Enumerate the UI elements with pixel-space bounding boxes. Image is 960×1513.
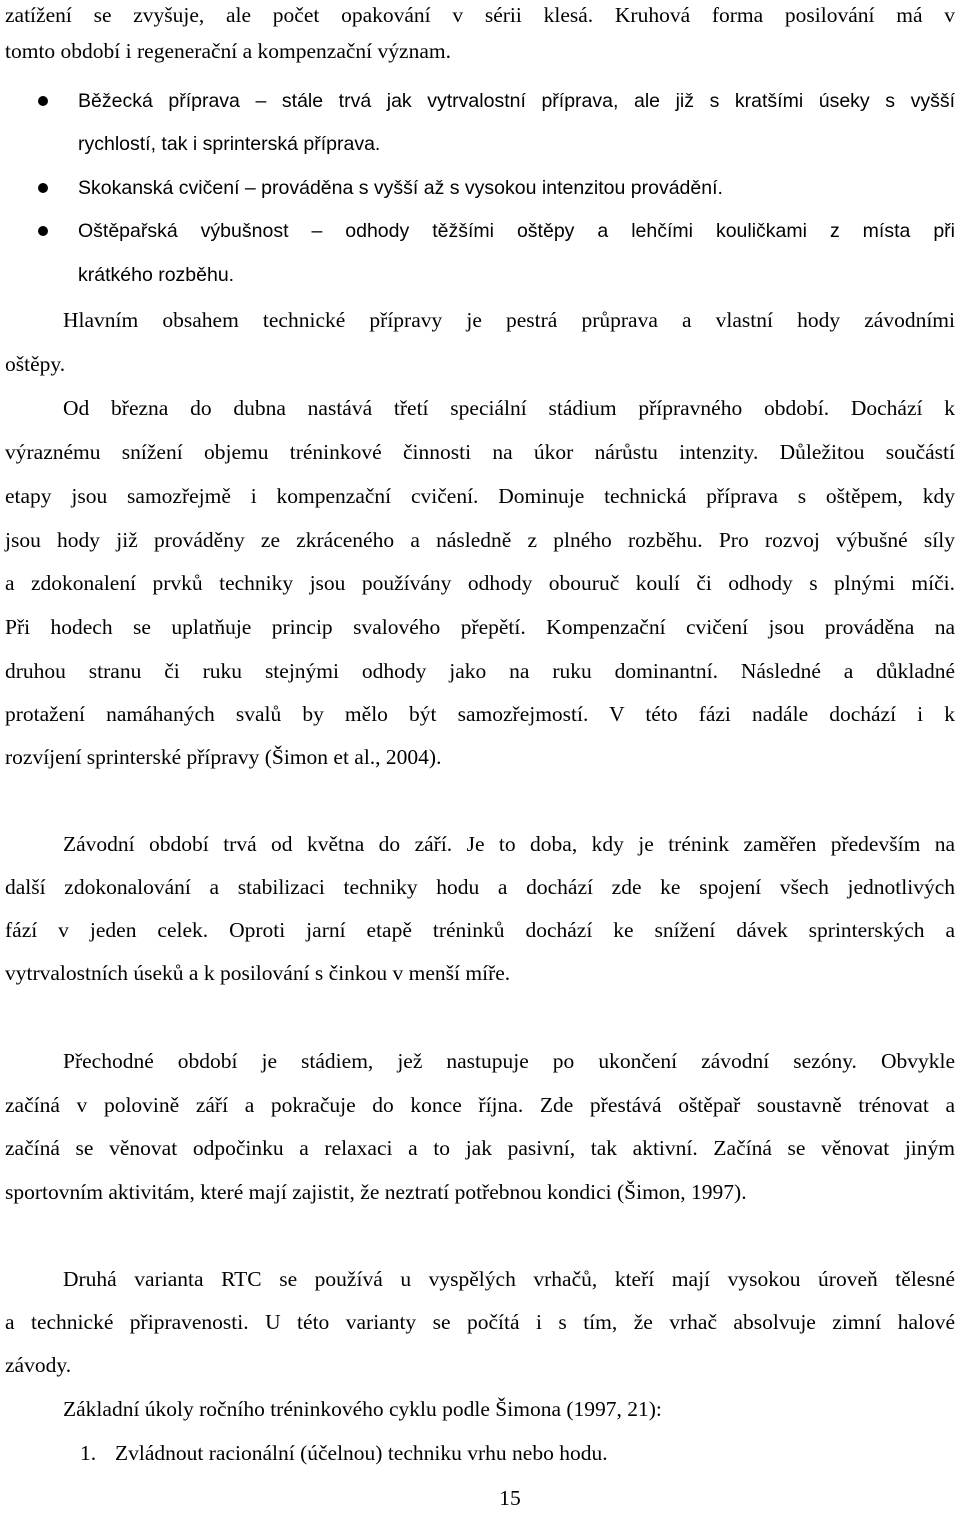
text-line: protažení namáhaných svalů by mělo být samozřejmostí. V této fázi nadále dochází i k <box>5 702 955 726</box>
text-line: Základní úkoly ročního tréninkového cyklu podle Šimona (1997, 21): <box>63 1397 662 1421</box>
bullet-icon <box>38 226 48 236</box>
page-number: 15 <box>499 1486 521 1510</box>
text-line: závody. <box>5 1353 72 1377</box>
text-line: druhou stranu či ruku stejnými odhody jako na ruku dominantní. Následné a důkladné <box>5 659 955 683</box>
text-line: a technické připravenosti. U této varianty se počítá i s tím, že vrhač absolvuje zimní halové <box>5 1310 955 1334</box>
text-line: začíná se věnovat odpočinku a relaxaci a to jak pasivní, tak aktivní. Začíná se věnovat jiným <box>5 1136 955 1160</box>
text-line: Od března do dubna nastává třetí speciální stádium přípravného období. Dochází k <box>63 396 955 420</box>
bullet-text-line: Oštěpařská výbušnost – odhody těžšími oštěpy a lehčími kouličkami z místa při <box>78 220 955 242</box>
text-line: Druhá varianta RTC se používá u vyspělých vrhačů, kteří mají vysokou úroveň tělesné <box>63 1267 955 1291</box>
text-line: a zdokonalení prvků techniky jsou používány odhody obouruč koulí či odhody s plnými míči. <box>5 571 955 595</box>
text-line: další zdokonalování a stabilizaci techniky hodu a dochází zde ke spojení všech jednotlivých <box>5 875 955 899</box>
bullet-icon <box>38 183 48 193</box>
text-line: oštěpy. <box>5 352 66 376</box>
text-line: Při hodech se uplatňuje princip svalového přepětí. Kompenzační cvičení jsou prováděna na <box>5 615 955 639</box>
text-line: sportovním aktivitám, které mají zajistit, že neztratí potřebnou kondici (Šimon, 1997). <box>5 1180 747 1204</box>
bullet-text-line: Skokanská cvičení – prováděna s vyšší až s vysokou intenzitou provádění. <box>78 177 723 199</box>
text-line: jsou hody již prováděny ze zkráceného a následně z plného rozběhu. Pro rozvoj výbušné síly <box>5 528 955 552</box>
list-number: 1. <box>80 1441 97 1465</box>
text-line: Hlavním obsahem technické přípravy je pestrá průprava a vlastní hody závodními <box>63 308 955 332</box>
text-line: Přechodné období je stádiem, jež nastupuje po ukončení závodní sezóny. Obvykle <box>63 1049 955 1073</box>
text-line: fází v jeden celek. Oproti jarní etapě tréninků dochází ke snížení dávek sprinterských a <box>5 918 955 942</box>
text-line: rozvíjení sprinterské přípravy (Šimon et al., 2004). <box>5 745 442 769</box>
text-line: zatížení se zvyšuje, ale počet opakování v sérii klesá. Kruhová forma posilování má v <box>5 3 955 27</box>
bullet-text-line: krátkého rozběhu. <box>78 264 235 286</box>
text-line: tomto období i regenerační a kompenzační význam. <box>5 39 451 63</box>
text-line: výraznému snížení objemu tréninkové činnosti na úkor nárůstu intenzity. Důležitou součástí <box>5 440 955 464</box>
text-line: Závodní období trvá od května do září. Je to doba, kdy je trénink zaměřen především na <box>63 832 955 856</box>
bullet-text-line: Běžecká příprava – stále trvá jak vytrvalostní příprava, ale již s kratšími úseky s vyšší <box>78 90 955 112</box>
text-line: začíná v polovině září a pokračuje do konce října. Zde přestává oštěpař soustavně trénovat a <box>5 1093 955 1117</box>
list-item-text: Zvládnout racionální (účelnou) techniku vrhu nebo hodu. <box>115 1441 608 1465</box>
bullet-text-line: rychlostí, tak i sprinterská příprava. <box>78 133 381 155</box>
text-line: etapy jsou samozřejmě i kompenzační cvičení. Dominuje technická příprava s oštěpem, kdy <box>5 484 955 508</box>
bullet-icon <box>38 96 48 106</box>
text-line: vytrvalostních úseků a k posilování s činkou v menší míře. <box>5 961 511 985</box>
